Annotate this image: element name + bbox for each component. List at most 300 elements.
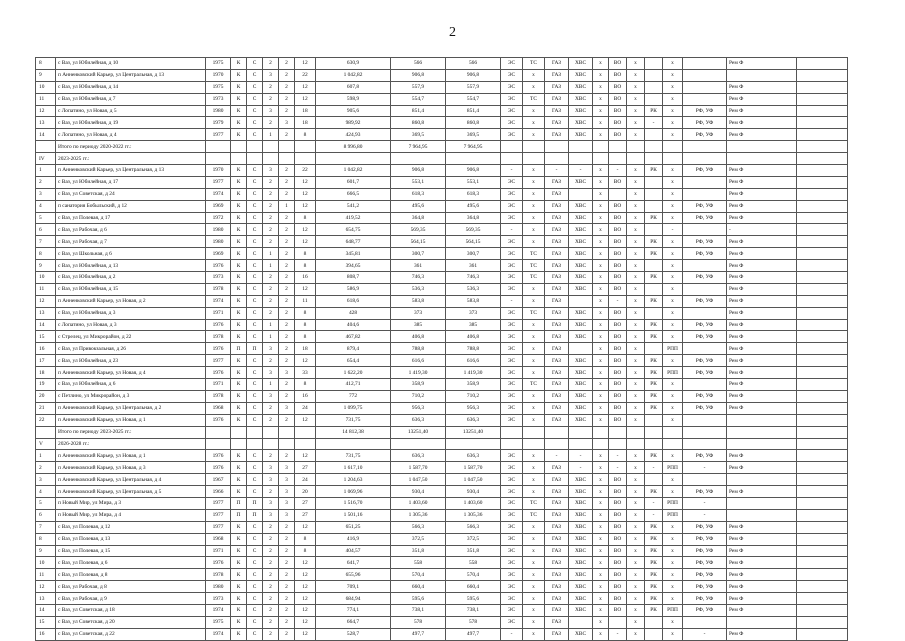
table-cell: 12: [295, 616, 316, 628]
table-cell: РК: [645, 390, 663, 402]
table-cell: -: [645, 497, 663, 509]
table-cell: 1969: [206, 248, 231, 260]
table-row: [36, 129, 848, 141]
table-cell: РК: [645, 402, 663, 414]
table-cell: х: [663, 295, 683, 307]
table-cell: [263, 141, 279, 153]
table-cell: 10: [36, 557, 56, 569]
table-cell: К: [231, 283, 247, 295]
table-cell: [683, 58, 727, 70]
table-cell: х: [593, 414, 609, 426]
table-cell: 2: [279, 188, 295, 200]
table-cell: [797, 319, 848, 331]
table-cell: х: [523, 188, 545, 200]
table-cell: [797, 509, 848, 521]
table-cell: [727, 69, 797, 81]
table-cell: 4: [36, 486, 56, 498]
table-cell: 2: [263, 486, 279, 498]
table-cell: ВО: [609, 58, 627, 70]
table-cell: [797, 497, 848, 509]
table-cell: [609, 153, 627, 165]
address-cell: п Анненковский Карьер, ул Новая, д 1: [56, 450, 206, 462]
table-cell: 746,3: [446, 272, 501, 284]
table-cell: 879,4: [316, 343, 391, 355]
table-cell: ВО: [609, 93, 627, 105]
table-cell: К: [231, 295, 247, 307]
table-cell: К: [231, 628, 247, 640]
table-cell: 361: [446, 260, 501, 272]
table-cell: 1 403,60: [446, 497, 501, 509]
table-cell: х: [663, 81, 683, 93]
table-cell: х: [627, 319, 645, 331]
table-cell: 569,35: [446, 224, 501, 236]
table-cell: 8: [36, 58, 56, 70]
table-cell: 2: [279, 69, 295, 81]
table-cell: [645, 58, 663, 70]
table-cell: С: [247, 129, 263, 141]
address-cell: с Ваз, ул Рабочая, д 7: [56, 236, 206, 248]
table-cell: 372,5: [446, 533, 501, 545]
table-cell: [683, 343, 727, 355]
table-cell: [797, 402, 848, 414]
table-cell: [569, 616, 593, 628]
table-cell: [683, 283, 727, 295]
table-cell: РФ, УФ: [683, 593, 727, 605]
table-cell: 424,93: [316, 129, 391, 141]
table-cell: -: [501, 165, 523, 177]
table-cell: С: [247, 176, 263, 188]
table-cell: [797, 224, 848, 236]
table-cell: 618,3: [391, 188, 446, 200]
table-cell: 27: [295, 509, 316, 521]
table-cell: 8 996,80: [316, 141, 391, 153]
table-cell: К: [231, 117, 247, 129]
table-cell: 2: [263, 307, 279, 319]
address-cell: с Лопатино, ул Новая, д 4: [56, 129, 206, 141]
table-cell: х: [523, 616, 545, 628]
table-cell: 553,1: [446, 176, 501, 188]
table-cell: х: [663, 129, 683, 141]
table-cell: 660,4: [391, 581, 446, 593]
table-cell: Рем Ф: [727, 58, 797, 70]
table-cell: [683, 153, 727, 165]
table-cell: РК: [645, 379, 663, 391]
table-cell: х: [593, 260, 609, 272]
table-cell: 746,3: [391, 272, 446, 284]
table-cell: ГАЗ: [545, 593, 569, 605]
table-cell: 2: [279, 450, 295, 462]
table-cell: 905,6: [316, 105, 391, 117]
table-cell: 8: [295, 248, 316, 260]
table-cell: х: [627, 497, 645, 509]
table-cell: 497,7: [391, 628, 446, 640]
table-cell: -: [609, 165, 627, 177]
table-cell: [663, 153, 683, 165]
table-cell: [727, 509, 797, 521]
table-cell: ХВС: [569, 402, 593, 414]
table-cell: х: [523, 129, 545, 141]
table-cell: 3: [263, 497, 279, 509]
table-cell: П: [231, 343, 247, 355]
table-cell: х: [627, 165, 645, 177]
table-cell: 2: [279, 581, 295, 593]
table-cell: х: [523, 283, 545, 295]
page-number: 2: [449, 25, 456, 40]
table-cell: РФ, УФ: [683, 200, 727, 212]
table-cell: 1 419,30: [446, 367, 501, 379]
table-cell: С: [247, 390, 263, 402]
table-row: [36, 462, 848, 474]
table-cell: С: [247, 165, 263, 177]
table-cell: х: [593, 105, 609, 117]
address-cell: с Ваз, ул Юбилейная, д 23: [56, 355, 206, 367]
table-cell: 300,7: [391, 248, 446, 260]
table-row: [36, 260, 848, 272]
table-cell: х: [523, 69, 545, 81]
table-cell: [391, 438, 446, 450]
table-cell: ЭС: [501, 593, 523, 605]
table-cell: ЭС: [501, 105, 523, 117]
table-cell: 428: [316, 307, 391, 319]
housing-register-table-container: [35, 57, 847, 641]
table-cell: ГАЗ: [545, 117, 569, 129]
table-cell: [683, 93, 727, 105]
table-cell: 664,7: [316, 616, 391, 628]
table-cell: ЭС: [501, 307, 523, 319]
table-cell: ГАЗ: [545, 105, 569, 117]
table-cell: РК: [645, 319, 663, 331]
table-row: [36, 117, 848, 129]
table-cell: х: [523, 367, 545, 379]
table-cell: 1978: [206, 283, 231, 295]
table-cell: К: [231, 319, 247, 331]
table-cell: 14: [36, 604, 56, 616]
table-cell: [797, 414, 848, 426]
table-cell: Рем Ф: [727, 295, 797, 307]
address-cell: с Ваз, ул Полевая, д 17: [56, 212, 206, 224]
table-cell: 373: [391, 307, 446, 319]
table-cell: С: [247, 248, 263, 260]
table-cell: РК: [645, 545, 663, 557]
table-cell: 2: [263, 272, 279, 284]
table-cell: х: [593, 319, 609, 331]
table-cell: ГАЗ: [545, 343, 569, 355]
table-cell: ВО: [609, 331, 627, 343]
table-cell: 7 964,95: [446, 141, 501, 153]
table-cell: ХВС: [569, 486, 593, 498]
table-cell: 1978: [206, 331, 231, 343]
address-cell: с Ваз, ул Юбилейная, д 6: [56, 379, 206, 391]
table-cell: х: [663, 521, 683, 533]
table-cell: х: [593, 593, 609, 605]
table-cell: РК: [645, 521, 663, 533]
table-cell: ГАЗ: [545, 295, 569, 307]
table-cell: 1978: [206, 390, 231, 402]
table-cell: 16: [295, 272, 316, 284]
table-cell: 1976: [206, 462, 231, 474]
table-cell: [727, 438, 797, 450]
table-row: [36, 355, 848, 367]
table-cell: 709,1: [316, 581, 391, 593]
table-cell: ГАЗ: [545, 355, 569, 367]
table-cell: х: [663, 545, 683, 557]
table-cell: [797, 141, 848, 153]
table-cell: [645, 224, 663, 236]
housing-register-table: [35, 57, 848, 641]
table-cell: ВО: [609, 200, 627, 212]
table-cell: 16: [36, 628, 56, 640]
table-cell: 851,4: [391, 105, 446, 117]
table-cell: 1980: [206, 581, 231, 593]
table-cell: [797, 604, 848, 616]
table-cell: [645, 283, 663, 295]
table-cell: ВО: [609, 283, 627, 295]
table-cell: 1 622,20: [316, 367, 391, 379]
table-cell: [279, 153, 295, 165]
table-cell: 2: [279, 295, 295, 307]
address-cell: 2023-2025 гг.:: [56, 153, 206, 165]
table-cell: 2: [279, 272, 295, 284]
table-cell: 412,71: [316, 379, 391, 391]
table-cell: -: [501, 295, 523, 307]
table-cell: [627, 426, 645, 438]
table-cell: х: [627, 212, 645, 224]
table-cell: х: [593, 367, 609, 379]
table-cell: РК: [645, 295, 663, 307]
table-cell: Рем Ф: [727, 521, 797, 533]
table-cell: х: [593, 402, 609, 414]
table-cell: ЭС: [501, 331, 523, 343]
table-cell: РК: [645, 533, 663, 545]
table-cell: К: [231, 450, 247, 462]
table-cell: 1: [263, 129, 279, 141]
address-cell: с Лопатино, ул Новая, д 5: [56, 105, 206, 117]
table-cell: ХВС: [569, 283, 593, 295]
table-cell: 22: [295, 165, 316, 177]
address-cell: с Ваз, ул Юбилейная, д 7: [56, 93, 206, 105]
table-cell: ВО: [609, 272, 627, 284]
table-cell: 3: [279, 497, 295, 509]
table-row: [36, 343, 848, 355]
table-cell: К: [231, 81, 247, 93]
table-cell: [263, 438, 279, 450]
table-cell: ТС: [523, 497, 545, 509]
table-cell: 10: [36, 272, 56, 284]
table-cell: 27: [295, 497, 316, 509]
table-cell: ЭС: [501, 521, 523, 533]
table-cell: С: [247, 593, 263, 605]
table-cell: 553,1: [391, 176, 446, 188]
table-cell: [645, 414, 663, 426]
table-cell: 1973: [206, 593, 231, 605]
table-cell: ХВС: [569, 117, 593, 129]
table-cell: 636,3: [391, 450, 446, 462]
table-cell: Рем Ф: [727, 545, 797, 557]
table-cell: ВО: [609, 355, 627, 367]
table-cell: [797, 593, 848, 605]
table-cell: ВО: [609, 307, 627, 319]
table-cell: 3: [36, 474, 56, 486]
table-cell: 557,9: [446, 81, 501, 93]
table-cell: 7: [36, 521, 56, 533]
table-cell: 1 305,36: [446, 509, 501, 521]
table-cell: 570,4: [446, 569, 501, 581]
table-cell: [683, 260, 727, 272]
table-cell: 351,8: [446, 545, 501, 557]
table-cell: [446, 438, 501, 450]
table-cell: 2: [279, 129, 295, 141]
table-cell: П: [231, 509, 247, 521]
table-cell: 660,4: [446, 581, 501, 593]
table-cell: х: [523, 81, 545, 93]
table-cell: ТС: [523, 307, 545, 319]
table-cell: 13: [36, 117, 56, 129]
table-cell: ГАЗ: [545, 81, 569, 93]
table-cell: 1974: [206, 628, 231, 640]
table-cell: ГАЗ: [545, 545, 569, 557]
table-cell: [501, 426, 523, 438]
table-cell: 2: [279, 557, 295, 569]
table-cell: К: [231, 616, 247, 628]
table-cell: 1 617,10: [316, 462, 391, 474]
table-cell: х: [523, 343, 545, 355]
address-cell: Итого по периоду 2023-2025 гг.:: [56, 426, 206, 438]
table-cell: К: [231, 581, 247, 593]
address-cell: с Петлино, ул Микрорайон, д 3: [56, 390, 206, 402]
table-cell: 12: [295, 283, 316, 295]
table-cell: РПП: [663, 462, 683, 474]
table-cell: С: [247, 414, 263, 426]
table-cell: К: [231, 200, 247, 212]
table-cell: ГАЗ: [545, 390, 569, 402]
table-cell: -: [683, 497, 727, 509]
table-cell: 1 587,70: [391, 462, 446, 474]
table-cell: 595,6: [391, 593, 446, 605]
table-row: [36, 69, 848, 81]
table-cell: 12: [295, 557, 316, 569]
table-cell: -: [645, 509, 663, 521]
table-cell: 2: [279, 343, 295, 355]
table-cell: 2: [263, 212, 279, 224]
table-cell: ГАЗ: [545, 224, 569, 236]
table-cell: ХВС: [569, 176, 593, 188]
table-cell: х: [663, 402, 683, 414]
table-cell: х: [663, 557, 683, 569]
table-cell: х: [523, 224, 545, 236]
table-cell: ГАЗ: [545, 307, 569, 319]
table-cell: [797, 379, 848, 391]
table-cell: х: [523, 462, 545, 474]
table-cell: 373: [446, 307, 501, 319]
table-cell: х: [627, 295, 645, 307]
table-cell: [727, 414, 797, 426]
table-cell: 2: [263, 58, 279, 70]
table-cell: РК: [645, 486, 663, 498]
table-cell: К: [231, 224, 247, 236]
table-cell: ВО: [609, 117, 627, 129]
table-cell: [316, 438, 391, 450]
table-cell: 20: [36, 390, 56, 402]
table-cell: [797, 188, 848, 200]
table-cell: [797, 200, 848, 212]
table-cell: 12: [295, 628, 316, 640]
table-cell: 2: [279, 165, 295, 177]
table-cell: 372,5: [391, 533, 446, 545]
table-row: [36, 93, 848, 105]
table-cell: [797, 355, 848, 367]
table-row: [36, 248, 848, 260]
table-cell: [645, 188, 663, 200]
table-cell: С: [247, 545, 263, 557]
table-cell: 345,81: [316, 248, 391, 260]
table-cell: ХВС: [569, 367, 593, 379]
table-cell: 989,92: [316, 117, 391, 129]
table-cell: [683, 224, 727, 236]
table-cell: РФ, УФ: [683, 569, 727, 581]
table-cell: 2: [279, 248, 295, 260]
table-cell: 641,7: [316, 557, 391, 569]
table-cell: К: [231, 212, 247, 224]
table-cell: 566: [446, 58, 501, 70]
table-cell: 536,3: [391, 283, 446, 295]
table-cell: [727, 497, 797, 509]
table-cell: х: [593, 581, 609, 593]
table-cell: [797, 450, 848, 462]
table-cell: К: [231, 188, 247, 200]
table-cell: ГАЗ: [545, 497, 569, 509]
table-cell: 3: [263, 105, 279, 117]
table-cell: [727, 616, 797, 628]
table-cell: 10: [36, 81, 56, 93]
table-cell: РФ, УФ: [683, 581, 727, 593]
table-cell: РФ, УФ: [683, 129, 727, 141]
table-cell: 8: [295, 533, 316, 545]
table-cell: ХВС: [569, 81, 593, 93]
table-cell: х: [627, 628, 645, 640]
table-cell: РФ, УФ: [683, 319, 727, 331]
table-cell: [231, 426, 247, 438]
table-cell: 2: [279, 260, 295, 272]
table-cell: 1975: [206, 58, 231, 70]
table-cell: 2: [279, 307, 295, 319]
table-cell: х: [663, 165, 683, 177]
table-cell: 12: [295, 593, 316, 605]
table-cell: К: [231, 462, 247, 474]
table-cell: [797, 628, 848, 640]
table-cell: РК: [645, 105, 663, 117]
table-cell: РПП: [663, 509, 683, 521]
table-cell: [797, 474, 848, 486]
table-cell: 1 501,16: [316, 509, 391, 521]
table-cell: С: [247, 616, 263, 628]
table-cell: [569, 141, 593, 153]
table-cell: х: [627, 283, 645, 295]
table-cell: 14: [36, 129, 56, 141]
table-cell: [36, 426, 56, 438]
table-cell: РФ, УФ: [683, 272, 727, 284]
table-cell: 6: [36, 509, 56, 521]
table-cell: ЭС: [501, 248, 523, 260]
table-cell: х: [663, 569, 683, 581]
table-cell: [295, 153, 316, 165]
table-cell: [797, 367, 848, 379]
table-cell: 3: [263, 474, 279, 486]
table-cell: 930,4: [391, 486, 446, 498]
table-cell: х: [663, 581, 683, 593]
table-cell: 666,5: [316, 188, 391, 200]
table-cell: ХВС: [569, 224, 593, 236]
table-cell: ЭС: [501, 236, 523, 248]
